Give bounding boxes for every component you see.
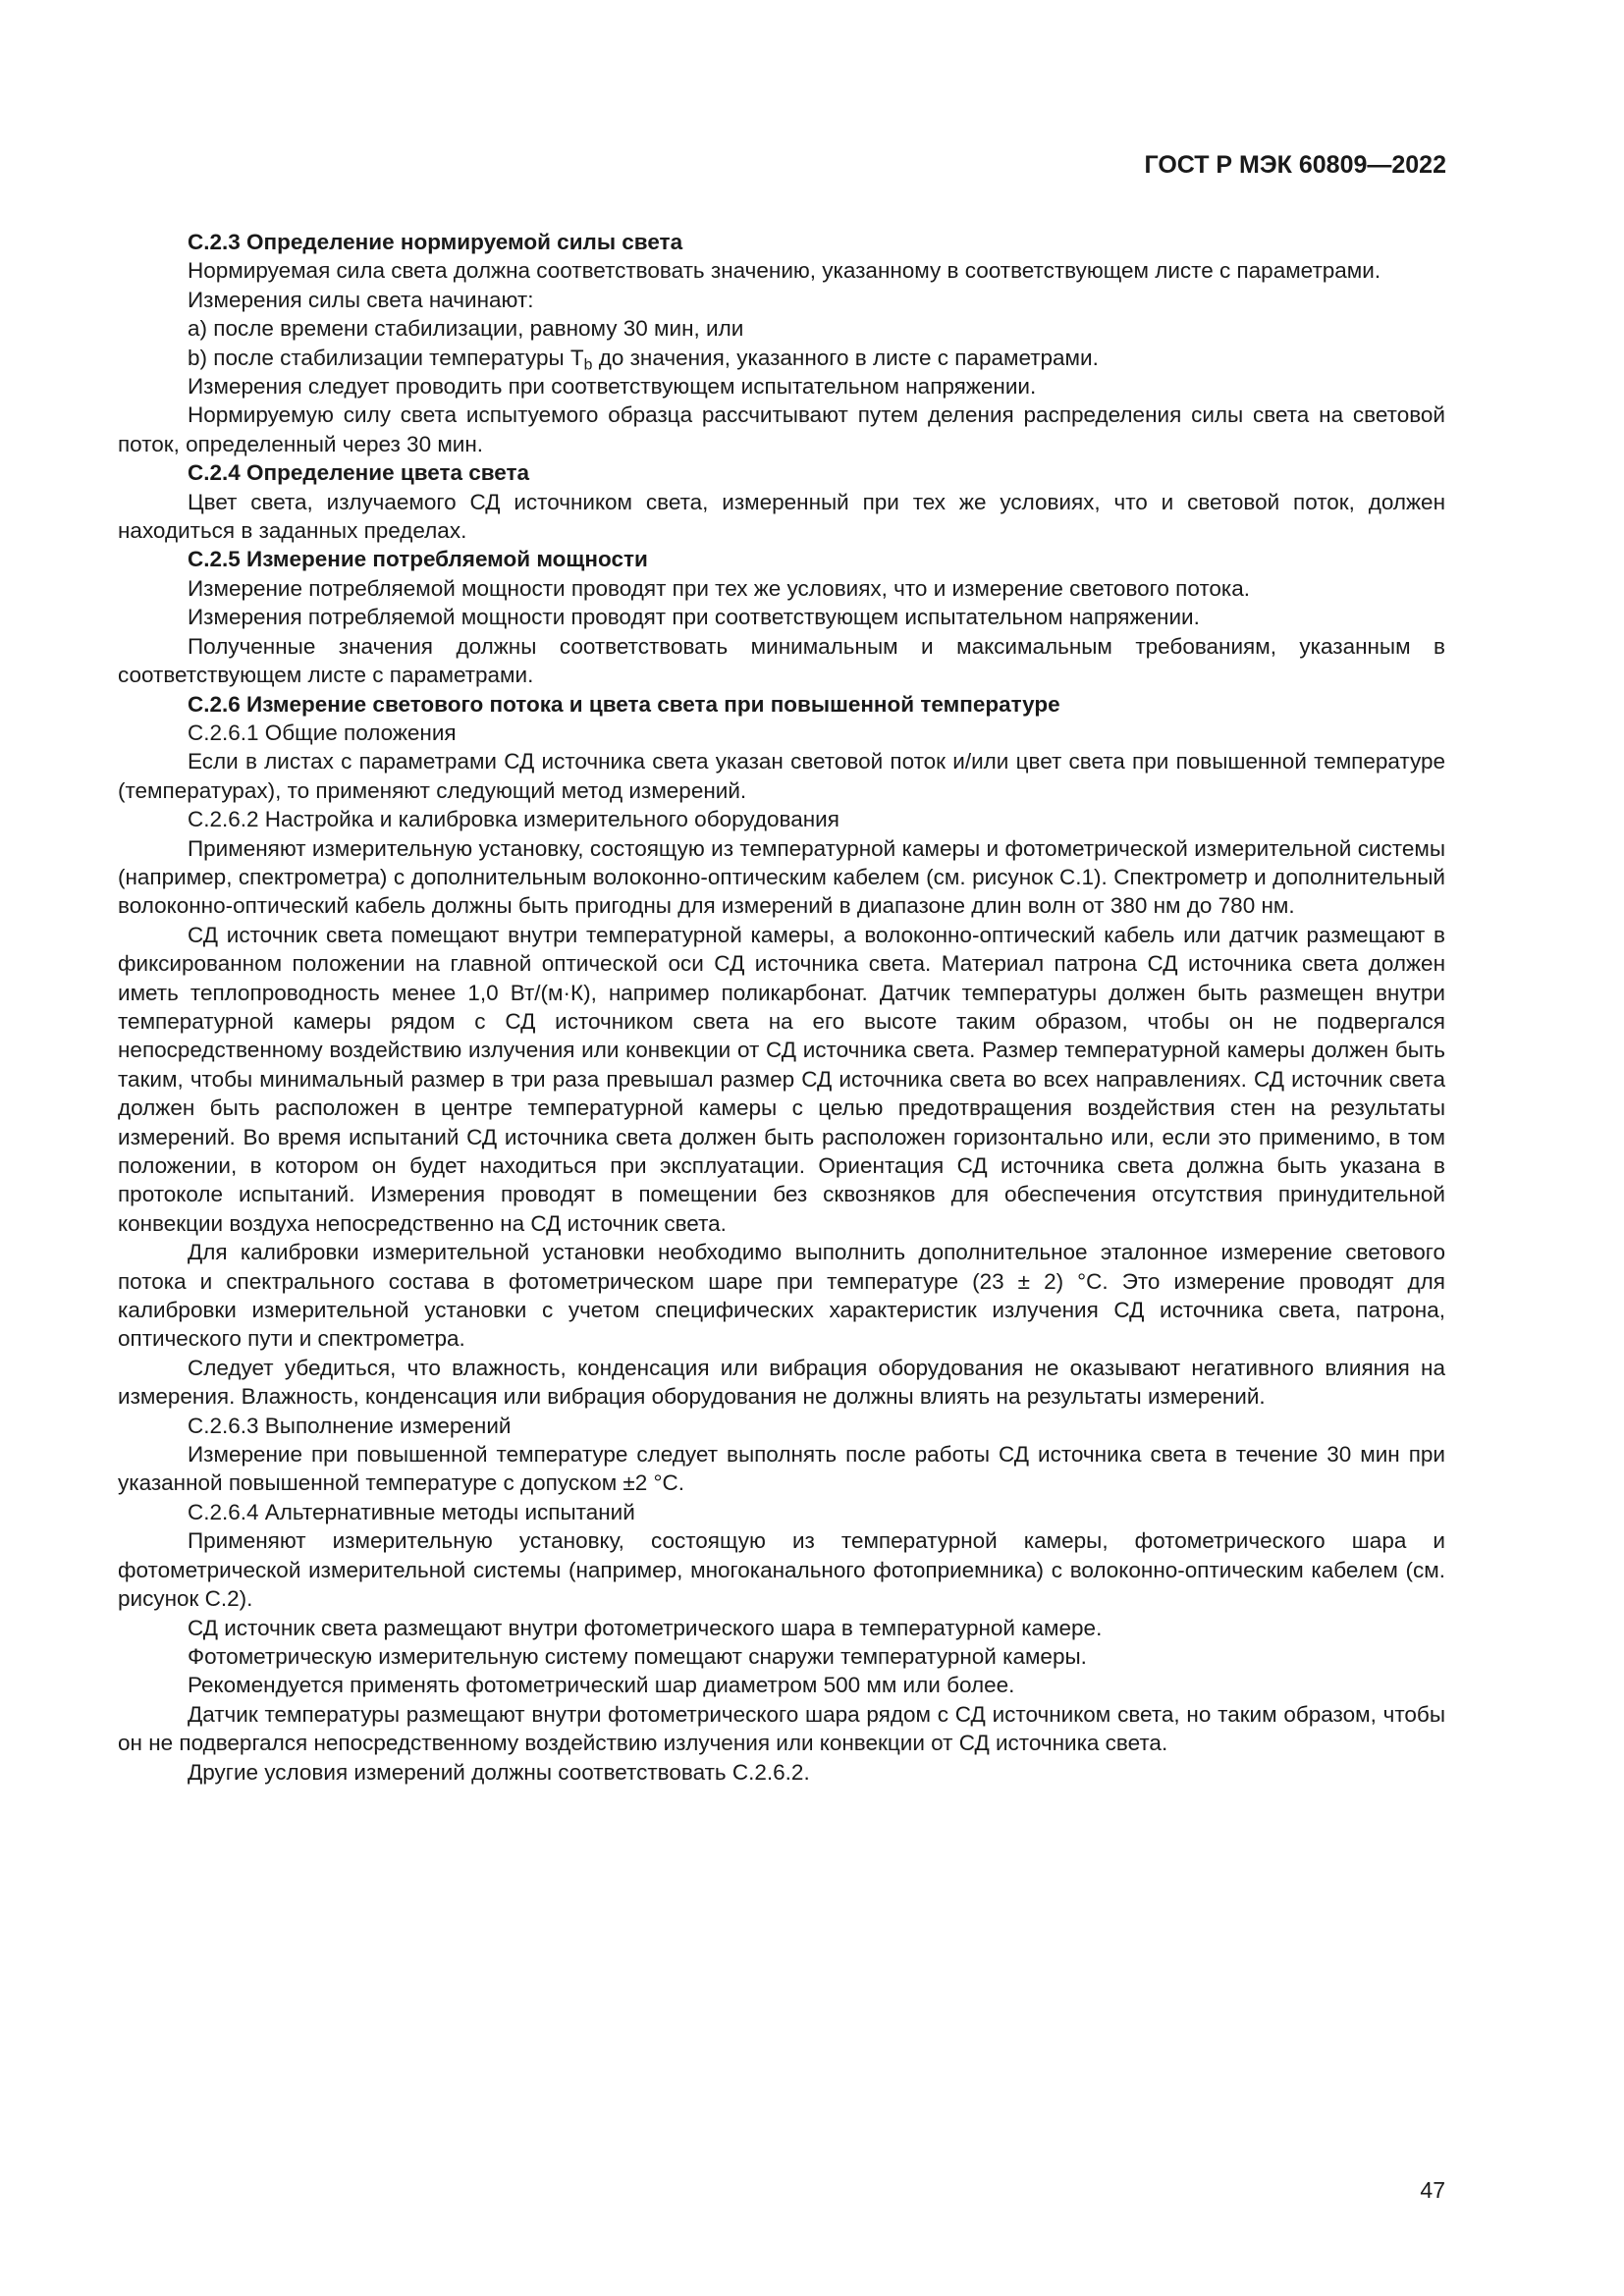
paragraph: Если в листах с параметрами СД источника света указан световой поток и/или цвет света при повышенной температуре (температурах), то применяют следующий метод измерений. xyxy=(118,749,1445,803)
list-item-b-text-end: до значения, указанного в листе с параметрами. xyxy=(592,345,1099,370)
paragraph: Нормируемую силу света испытуемого образца рассчитывают путем деления распределения силы света на световой поток, определенный через 30 мин. xyxy=(118,402,1445,456)
paragraph: Применяют измерительную установку, состоящую из температурной камеры и фотометрической измерительной системы (например, спектрометра) с дополнительным волоконно-оптическим кабелем (см. рисунок C.1). Спектрометр и дополнительный волоконно-оптический кабель должны быть пригодны для измерений в диапазоне длин волн от 380 нм до 780 нм. xyxy=(118,835,1445,919)
paragraph: Другие условия измерений должны соответствовать C.2.6.2. xyxy=(188,1759,810,1785)
paragraph: Измерения потребляемой мощности проводят при соответствующем испытательном напряжении. xyxy=(188,605,1200,630)
paragraph: Применяют измерительную установку, состоящую из температурной камеры, фотометрического шара и фотометрической измерительной системы (например, многоканального фотоприемника) с волоконно-оптическим кабелем (см. рисунок C.2). xyxy=(118,1528,1445,1612)
paragraph: Измерения силы света начинают: xyxy=(188,287,534,312)
paragraph: Измерение потребляемой мощности проводят при тех же условиях, что и измерение светового потока. xyxy=(188,575,1251,601)
paragraph: Рекомендуется применять фотометрический шар диаметром 500 мм или более. xyxy=(188,1673,1015,1698)
list-item-b xyxy=(118,344,1445,372)
heading-c-2-3: C.2.3 Определение нормируемой силы света xyxy=(188,230,683,254)
heading-c-2-6: C.2.6 Измерение светового потока и цвета света при повышенной температуре xyxy=(188,691,1060,717)
paragraph: Датчик температуры размещают внутри фотометрического шара рядом с СД источником света, но таким образом, чтобы он не подвергался непосредственному воздействию излучения или конвекции от СД источника света. xyxy=(118,1701,1445,1756)
paragraph: Фотометрическую измерительную систему помещают снаружи температурной камеры. xyxy=(188,1643,1087,1669)
subheading-c-2-6-2: C.2.6.2 Настройка и калибровка измерительного оборудования xyxy=(188,807,839,832)
subheading-c-2-6-1: C.2.6.1 Общие положения xyxy=(188,720,457,745)
heading-c-2-4: C.2.4 Определение цвета света xyxy=(188,460,530,486)
paragraph: Измерения следует проводить при соответствующем испытательном напряжении. xyxy=(188,374,1037,400)
subheading-c-2-6-4: C.2.6.4 Альтернативные методы испытаний xyxy=(188,1499,635,1524)
document-body xyxy=(118,228,1445,1787)
subscript-b: b xyxy=(583,356,593,374)
paragraph: Нормируемая сила света должна соответствовать значению, указанному в соответствующем листе с параметрами. xyxy=(188,258,1381,284)
paragraph: СД источник света размещают внутри фотометрического шара в температурной камере. xyxy=(188,1615,1103,1640)
paragraph: Измерение при повышенной температуре следует выполнять после работы СД источника света в течение 30 мин при указанной повышенной температуре с допуском ±2 °С. xyxy=(118,1442,1445,1496)
list-item-b-text: b) после стабилизации температуры T xyxy=(188,345,584,370)
paragraph: Для калибровки измерительной установки необходимо выполнить дополнительное эталонное измерение светового потока и спектрального состава в фотометрическом шаре при температуре (23 ± 2) °С. Это измерение проводят для калибровки измерительной установки с учетом специфических характеристик излучения СД источника света, патрона, оптического пути и спектрометра. xyxy=(118,1240,1445,1352)
document-id: ГОСТ Р МЭК 60809—2022 xyxy=(1144,151,1446,179)
subheading-c-2-6-3: C.2.6.3 Выполнение измерений xyxy=(188,1413,512,1438)
heading-c-2-5: C.2.5 Измерение потребляемой мощности xyxy=(188,547,648,572)
page-number: 47 xyxy=(1420,2177,1445,2203)
paragraph: СД источник света помещают внутри температурной камеры, а волоконно-оптический кабель или датчик размещают в фиксированном положении на главной оптической оси СД источника света. Материал патрона СД источника света должен иметь теплопроводность менее 1,0 Вт/(м·К), например поликарбонат. Датчик температуры должен быть размещен внутри температурной камеры рядом с СД источником света на его высоте таким образом, чтобы он не подвергался непосредственному воздействию излучения или конвекции от СД источника света. Размер температурной камеры должен быть таким, чтобы минимальный размер в три раза превышал размер СД источника света во всех направлениях. СД источник света должен быть расположен в центре температурной камеры с целью предотвращения воздействия стен на результаты измерений. Во время испытаний СД источника света должен быть расположен горизонтально или, если это применимо, в том положении, в котором он будет находиться при эксплуатации. Ориентация СД источника света должна быть указана в протоколе испытаний. Измерения проводят в помещении без сквозняков для обеспечения отсутствия принудительной конвекции воздуха непосредственно на СД источник света. xyxy=(118,922,1445,1236)
paragraph: Полученные значения должны соответствовать минимальным и максимальным требованиям, указанным в соответствующем листе с параметрами. xyxy=(118,633,1445,688)
paragraph: Следует убедиться, что влажность, конденсация или вибрация оборудования не оказывают негативного влияния на измерения. Влажность, конденсация или вибрация оборудования не должны влиять на результаты измерений. xyxy=(118,1355,1445,1410)
list-item-a: a) после времени стабилизации, равному 30 мин, или xyxy=(188,316,744,342)
paragraph: Цвет света, излучаемого СД источником света, измеренный при тех же условиях, что и световой поток, должен находиться в заданных пределах. xyxy=(118,489,1445,544)
